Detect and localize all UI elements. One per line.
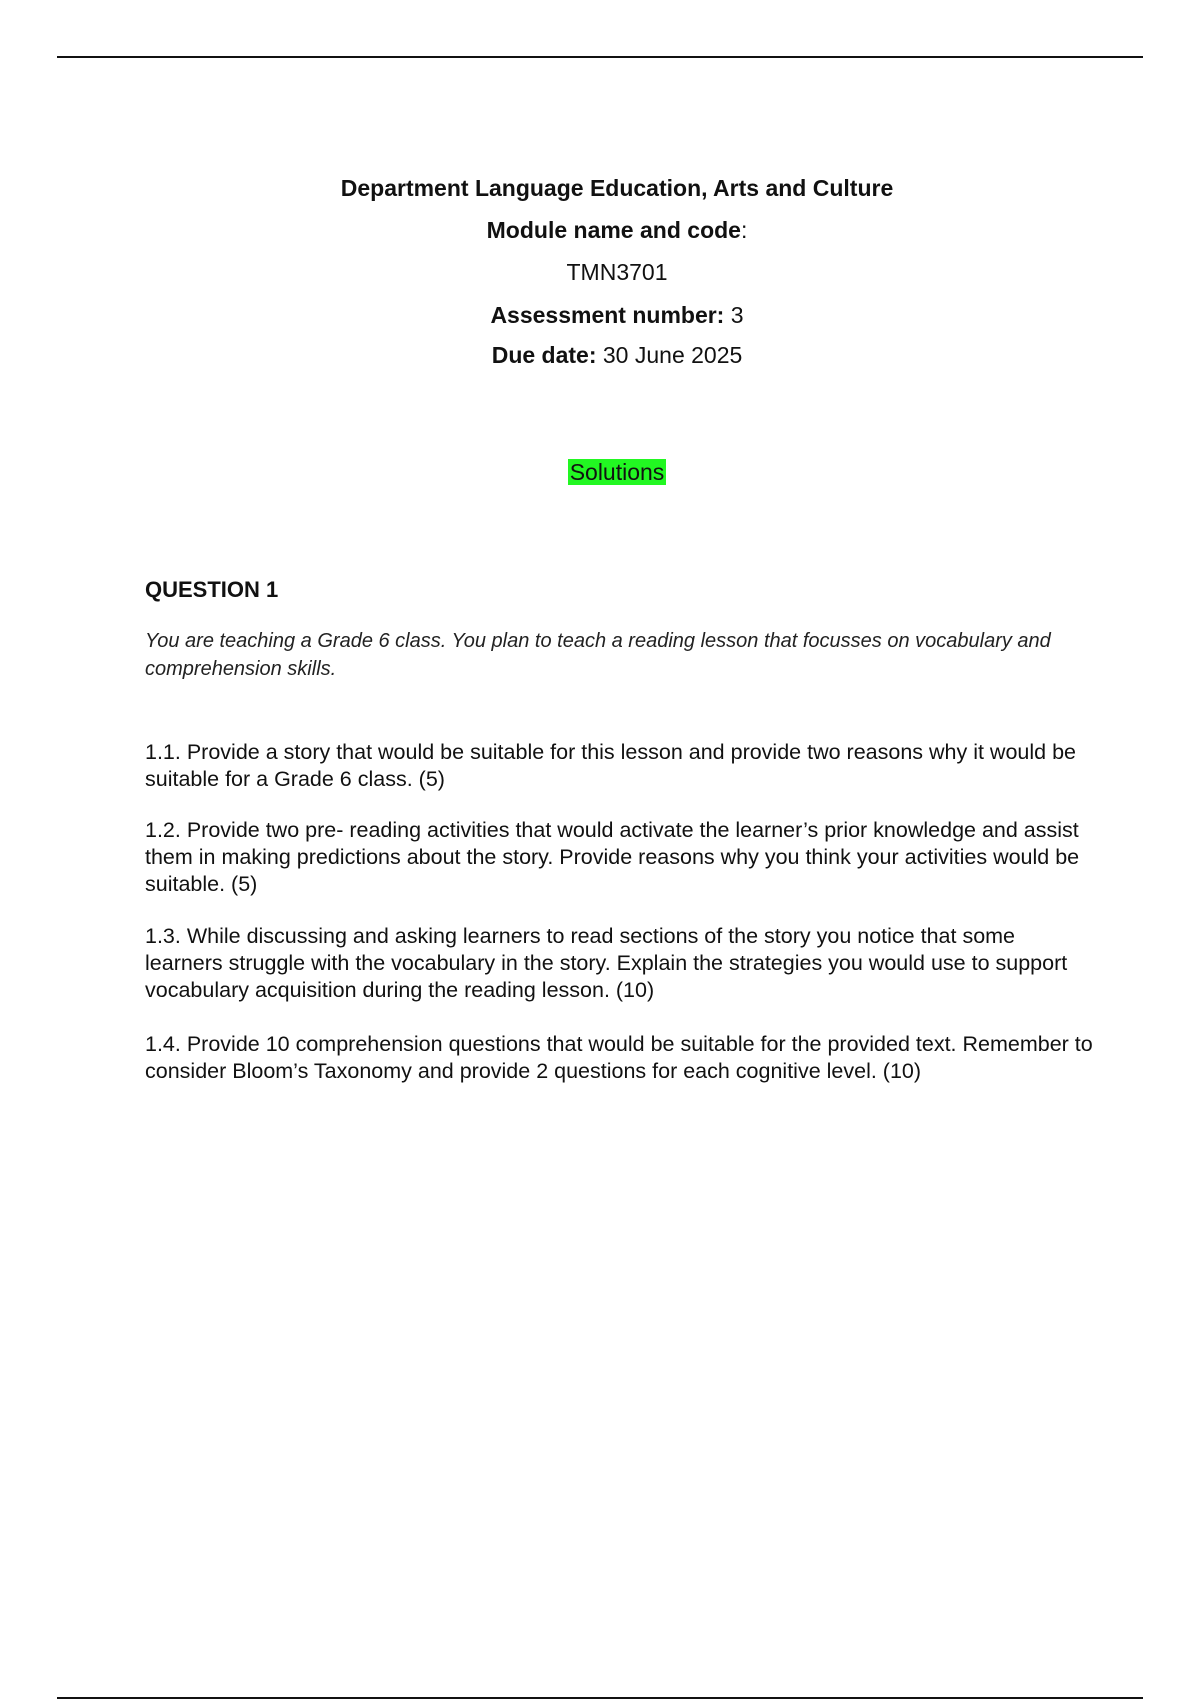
solutions-highlight: Solutions <box>569 459 665 485</box>
question-item-1-1: 1.1. Provide a story that would be suitable for this lesson and provide two reasons why it would be suitable for a Grade 6 class. (5) <box>145 740 1076 791</box>
module-colon: : <box>740 217 748 243</box>
question-item-1-3: 1.3. While discussing and asking learners to read sections of the story you notice that some learners struggle with the vocabulary in the story. Explain the strategies you would use to support vocabulary acquisition during the reading lesson. (10) <box>145 924 1068 1002</box>
question-intro: You are teaching a Grade 6 class. You plan to teach a reading lesson that focusses on vocabulary and comprehension skills. <box>145 630 1051 680</box>
assessment-label: Assessment number: <box>490 302 725 328</box>
bottom-rule <box>57 1697 1143 1699</box>
solutions-line <box>0 457 1200 487</box>
assessment-number-line <box>0 301 1200 329</box>
due-value: 30 June 2025 <box>602 342 743 368</box>
due-date-line <box>0 341 1200 369</box>
question-item-1-4: 1.4. Provide 10 comprehension questions that would be suitable for the provided text. Remember to consider Bloom’s Taxonomy and provide 2 questions for each cognitive level. (10) <box>145 1032 1093 1083</box>
module-code: TMN3701 <box>566 259 668 285</box>
question-heading: QUESTION 1 <box>145 577 279 602</box>
top-rule <box>57 56 1143 58</box>
question-item-1-2: 1.2. Provide two pre- reading activities that would activate the learner’s prior knowledge and assist them in making predictions about the story. Provide reasons why you think your activities would be suitable. (5) <box>145 818 1080 896</box>
due-label: Due date: <box>491 342 597 368</box>
department-title: Department Language Education, Arts and Culture <box>340 175 894 201</box>
module-label-line <box>0 216 1200 244</box>
module-label: Module name and code <box>486 217 741 243</box>
assessment-value: 3 <box>730 302 744 328</box>
